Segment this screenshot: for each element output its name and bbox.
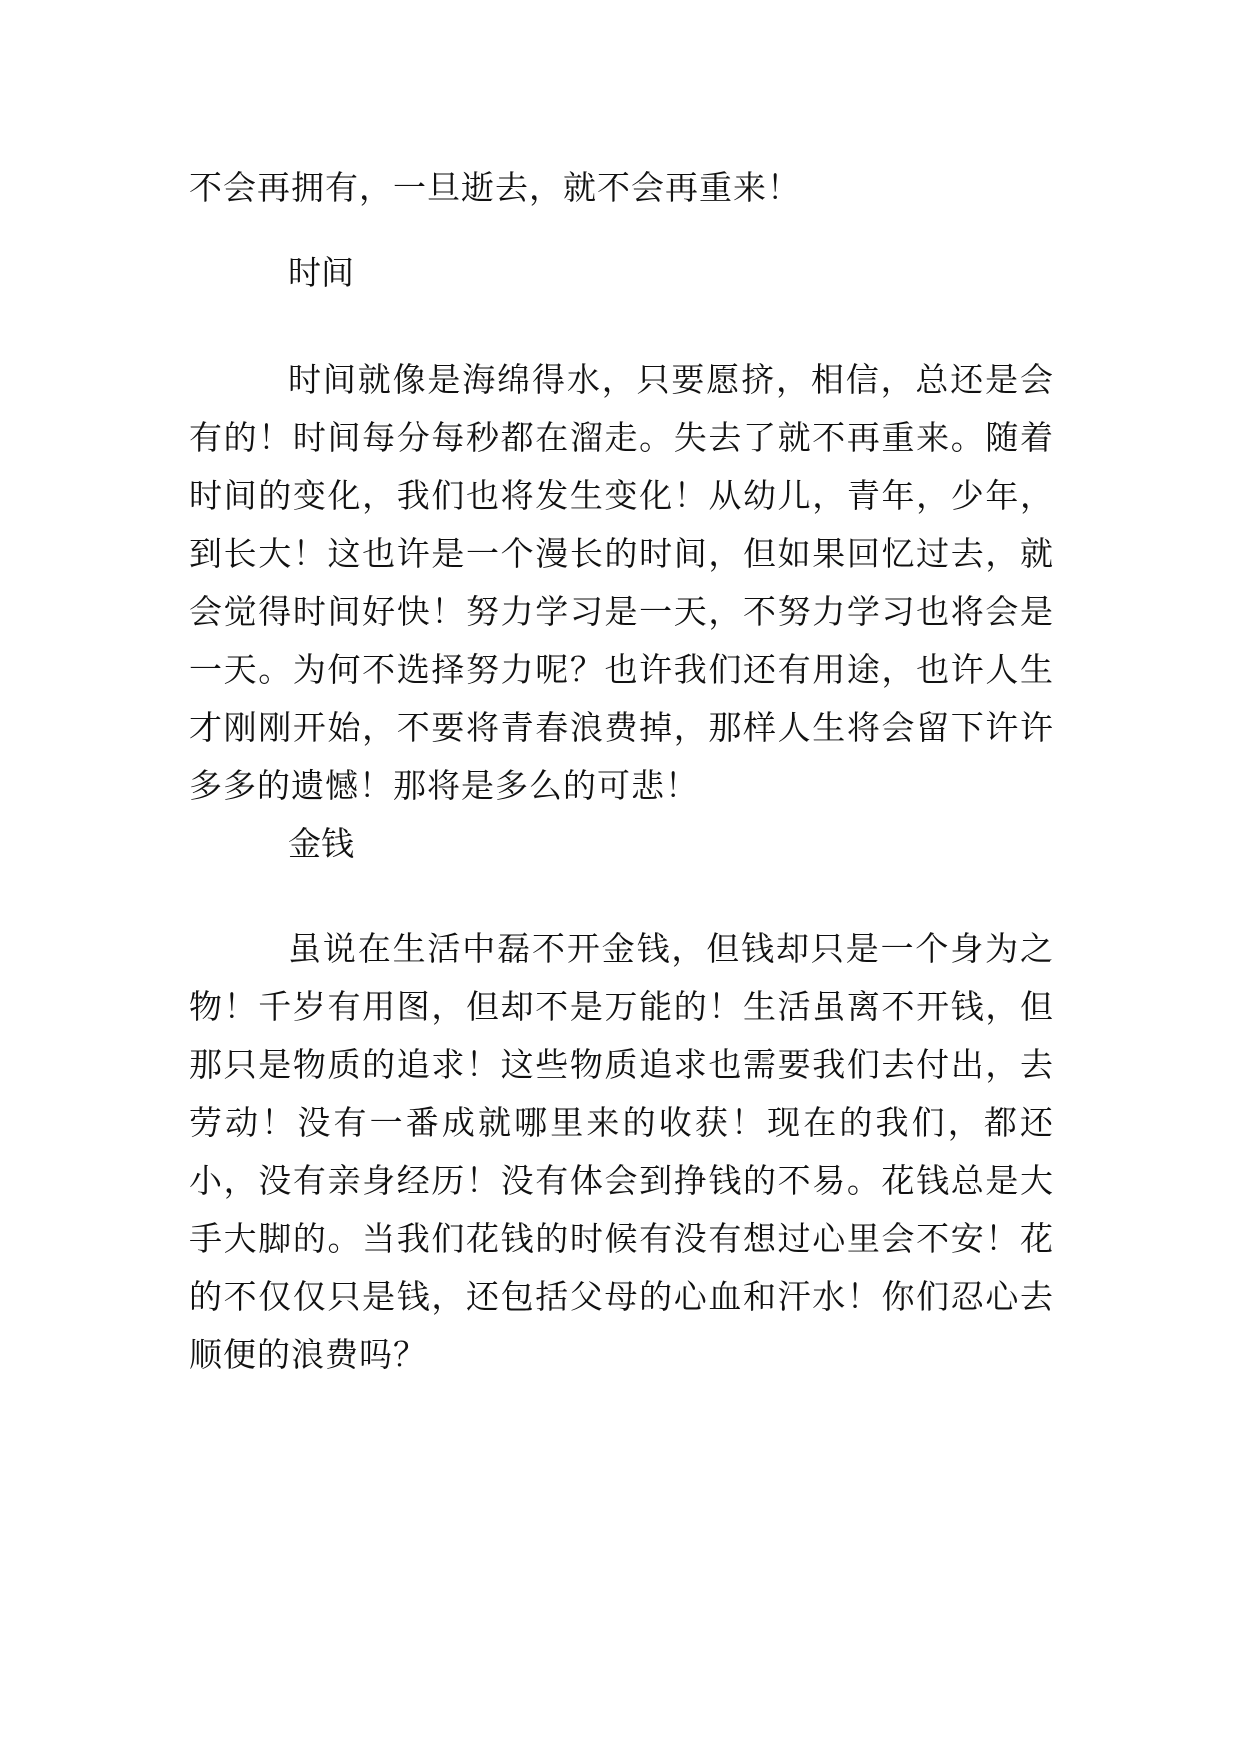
section-heading-money: 金钱: [288, 824, 354, 863]
continued-paragraph: 不会再拥有，一旦逝去，就不会再重来！: [189, 168, 801, 207]
section-paragraph-money: 虽说在生活中磊不开金钱，但钱却只是一个身为之物！千岁有用图，但却不是万能的！生活虽离不开钱，但那只是物质的追求！这些物质追求也需要我们去付出，去劳动！没有一番成就哪里来的收获！现在的我们，都还小，没有亲身经历！没有体会到挣钱的不易。花钱总是大手大脚的。当我们花钱的时候有没有想过心里会不安！花的不仅仅只是钱，还包括父母的心血和汗水！你们忍心去顺便的浪费吗？: [189, 929, 1054, 1374]
section-heading-time: 时间: [288, 253, 354, 292]
section-paragraph-time: 时间就像是海绵得水，只要愿挤，相信，总还是会有的！时间每分每秒都在溜走。失去了就不再重来。随着时间的变化，我们也将发生变化！从幼儿，青年，少年，到长大！这也许是一个漫长的时间，但如果回忆过去，就会觉得时间好快！努力学习是一天，不努力学习也将会是一天。为何不选择努力呢？也许我们还有用途，也许人生才刚刚开始，不要将青春浪费掉，那样人生将会留下许许多多的遗憾！那将是多么的可悲！: [189, 360, 1054, 805]
